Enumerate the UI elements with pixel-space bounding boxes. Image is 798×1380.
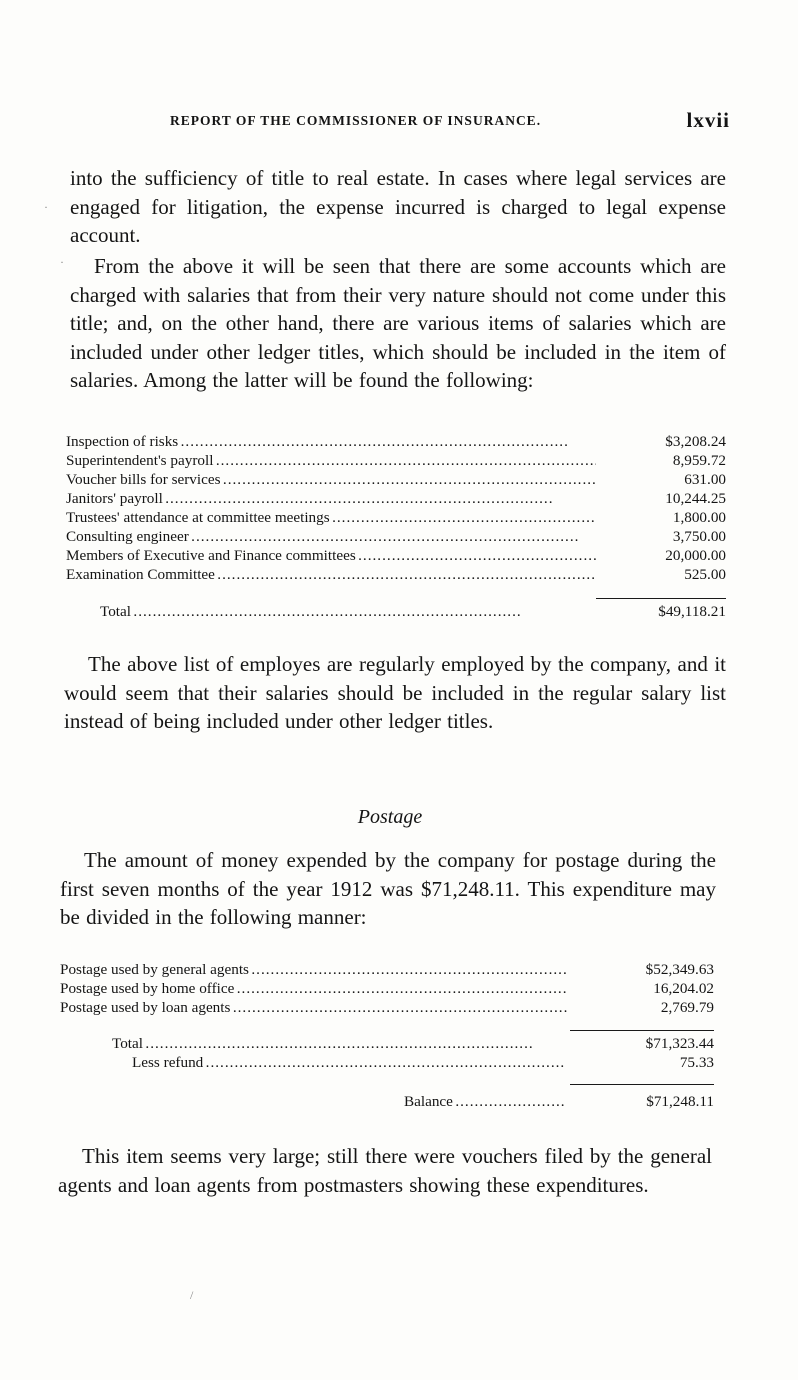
paragraph-postage-intro-text: The amount of money expended by the company for postage during the first seven months of the year 1912 was $71,248.11. This expenditure may be divided in the following manner: <box>60 848 716 929</box>
ledger-row <box>66 508 726 527</box>
paragraph-salaries-intro <box>70 252 726 395</box>
ledger-label: Voucher bills for services . . . <box>66 470 596 489</box>
ledger-row <box>66 470 726 489</box>
ledger-row <box>60 960 714 979</box>
page-number: lxvii <box>686 108 730 132</box>
ledger-row <box>60 998 714 1017</box>
ledger-amount: 631.00 <box>684 471 726 488</box>
ledger-row <box>66 527 726 546</box>
ledger-row <box>100 602 726 621</box>
ledger-amount: 10,244.25 <box>665 490 726 507</box>
sum-rule <box>570 1030 714 1031</box>
ledger-amount: 8,959.72 <box>672 452 726 469</box>
ledger-row <box>60 979 714 998</box>
ledger-amount: 20,000.00 <box>665 547 726 564</box>
ledger-label: Total . . . <box>112 1034 566 1053</box>
ledger-amount: 16,204.02 <box>653 980 714 997</box>
sum-rule <box>596 598 726 599</box>
ledger-row <box>66 546 726 565</box>
ledger-amount: 1,800.00 <box>672 509 726 526</box>
sum-rule <box>570 1084 714 1085</box>
ledger-label: Inspection of risks . . . <box>66 432 596 451</box>
ledger-row <box>66 432 726 451</box>
ledger-amount: 3,750.00 <box>672 528 726 545</box>
ledger-label: Postage used by loan agents . . . <box>60 998 568 1017</box>
paragraph-salaries-intro-text: From the above it will be seen that there are some accounts which are charged with salaries that from their very nature should not come under this title; and, on the other hand, there are various items of salaries which are included under other ledger titles, which should be included in the item of salaries. Among the latter will be found the following: <box>70 254 726 392</box>
ledger-label: Superintendent's payroll . . . <box>66 451 596 470</box>
ledger-label: Members of Executive and Finance committees . . . <box>66 546 596 565</box>
scan-speck: · <box>44 200 48 214</box>
ledger-label: Postage used by home office . . . <box>60 979 568 998</box>
ledger-amount: $71,323.44 <box>645 1035 714 1052</box>
ledger-row <box>132 1053 714 1072</box>
ledger-label: Janitors' payroll . . . <box>66 489 596 508</box>
ledger-row <box>112 1034 714 1053</box>
postage-items-table <box>60 960 714 1017</box>
postage-refund-row <box>132 1053 714 1072</box>
page-header <box>170 108 730 136</box>
paragraph-postage-closing <box>58 1142 712 1199</box>
ledger-amount: $49,118.21 <box>658 603 726 620</box>
ledger-amount: $3,208.24 <box>665 433 726 450</box>
paragraph-postage-intro <box>60 846 716 932</box>
ledger-amount: 75.33 <box>679 1054 714 1071</box>
ledger-label: Examination Committee . . . <box>66 565 596 584</box>
ledger-amount: 2,769.79 <box>660 999 714 1016</box>
scan-speck: · <box>60 255 64 269</box>
ledger-amount: 525.00 <box>684 566 726 583</box>
paragraph-legal-expense: into the sufficiency of title to real estate. In cases where legal services are engaged for litigation, the expense incurred is charged to legal expense account. <box>70 166 726 247</box>
paragraph-employes <box>64 650 726 736</box>
section-heading-postage: Postage <box>357 806 423 828</box>
salary-total-row <box>100 602 726 621</box>
ledger-amount: $71,248.11 <box>646 1093 714 1110</box>
ledger-label: Trustees' attendance at committee meetings . . . <box>66 508 596 527</box>
salary-items-table <box>66 432 726 584</box>
ledger-label: Less refund . . . <box>132 1053 566 1072</box>
paragraph-postage-closing-text: This item seems very large; still there were vouchers filed by the general agents and loan agents from postmasters showing these expenditures. <box>58 1144 712 1197</box>
ledger-amount: $52,349.63 <box>645 961 714 978</box>
postage-balance-row <box>404 1092 714 1111</box>
ledger-label: Balance . . . <box>404 1092 566 1111</box>
paragraph-employes-text: The above list of employes are regularly employed by the company, and it would seem that their salaries should be included in the regular salary list instead of being included under other ledger titles. <box>64 652 726 733</box>
postage-total-row <box>112 1034 714 1053</box>
ledger-row <box>66 489 726 508</box>
running-head: REPORT OF THE COMMISSIONER OF INSURANCE. <box>170 113 542 128</box>
ledger-row <box>404 1092 714 1111</box>
ledger-row <box>66 565 726 584</box>
ledger-label: Consulting engineer . . . <box>66 527 596 546</box>
ledger-row <box>66 451 726 470</box>
scan-speck: / <box>190 1288 194 1302</box>
ledger-label: Postage used by general agents . . . <box>60 960 568 979</box>
ledger-label: Total . . . <box>100 602 590 621</box>
